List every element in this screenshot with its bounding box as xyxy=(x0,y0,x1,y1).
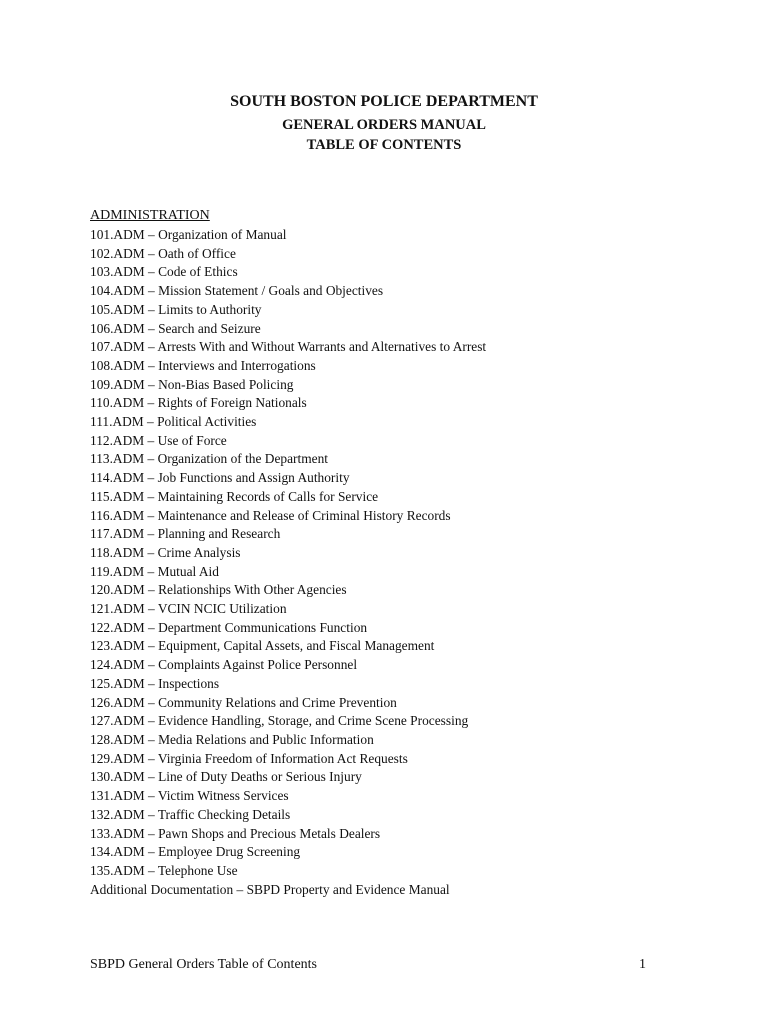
toc-entry: 114.ADM – Job Functions and Assign Authority xyxy=(90,470,350,486)
toc-entry: 130.ADM – Line of Duty Deaths or Serious Injury xyxy=(90,769,362,785)
toc-entry: Additional Documentation – SBPD Property and Evidence Manual xyxy=(90,881,450,897)
toc-entry: 107.ADM – Arrests With and Without Warrants and Alternatives to Arrest xyxy=(90,339,487,355)
toc-entry: 131.ADM – Victim Witness Services xyxy=(90,788,289,804)
toc-entry: 105.ADM – Limits to Authority xyxy=(90,301,262,317)
toc-entry: 119.ADM – Mutual Aid xyxy=(90,563,219,579)
document-title: SOUTH BOSTON POLICE DEPARTMENT xyxy=(230,93,538,110)
document-subtitle-toc: TABLE OF CONTENTS xyxy=(306,137,462,153)
page-number: 1 xyxy=(639,957,646,972)
toc-entry: 102.ADM – Oath of Office xyxy=(90,245,236,261)
footer-text: SBPD General Orders Table of Contents xyxy=(90,957,318,972)
toc-entry: 127.ADM – Evidence Handling, Storage, and Crime Scene Processing xyxy=(90,713,469,729)
toc-entry: 109.ADM – Non-Bias Based Policing xyxy=(90,376,294,392)
toc-entry: 120.ADM – Relationships With Other Agencies xyxy=(90,582,347,598)
toc-entry: 103.ADM – Code of Ethics xyxy=(90,264,238,280)
toc-entry: 125.ADM – Inspections xyxy=(90,675,220,691)
toc-entry: 121.ADM – VCIN NCIC Utilization xyxy=(90,601,287,617)
toc-entry: 132.ADM – Traffic Checking Details xyxy=(90,806,291,822)
toc-entry: 101.ADM – Organization of Manual xyxy=(90,227,287,242)
toc-entry: 104.ADM – Mission Statement / Goals and Objectives xyxy=(90,283,384,299)
toc-entry: 117.ADM – Planning and Research xyxy=(90,526,281,542)
toc-entry: 129.ADM – Virginia Freedom of Information Act Requests xyxy=(90,750,408,766)
toc-entry: 123.ADM – Equipment, Capital Assets, and Fiscal Management xyxy=(90,638,435,654)
toc-entry: 116.ADM – Maintenance and Release of Criminal History Records xyxy=(90,507,451,523)
toc-entry: 115.ADM – Maintaining Records of Calls for Service xyxy=(90,488,379,504)
toc-entry: 111.ADM – Political Activities xyxy=(90,414,257,430)
toc-entry: 110.ADM – Rights of Foreign Nationals xyxy=(90,395,307,411)
toc-entry: 133.ADM – Pawn Shops and Precious Metals Dealers xyxy=(90,825,381,841)
toc-entry: 135.ADM – Telephone Use xyxy=(90,862,238,878)
toc-entry: 134.ADM – Employee Drug Screening xyxy=(90,844,301,860)
document-subtitle: GENERAL ORDERS MANUAL xyxy=(282,117,486,133)
toc-list xyxy=(90,226,486,899)
toc-entry: 108.ADM – Interviews and Interrogations xyxy=(90,357,316,373)
toc-entry: 122.ADM – Department Communications Function xyxy=(90,619,368,635)
toc-entry: 112.ADM – Use of Force xyxy=(90,432,227,448)
section-heading-administration: ADMINISTRATION xyxy=(90,208,210,223)
toc-entry: 128.ADM – Media Relations and Public Information xyxy=(90,731,374,747)
toc-entry: 124.ADM – Complaints Against Police Personnel xyxy=(90,657,358,673)
toc-entry: 118.ADM – Crime Analysis xyxy=(90,544,241,560)
toc-entry: 113.ADM – Organization of the Department xyxy=(90,451,328,467)
toc-entry: 106.ADM – Search and Seizure xyxy=(90,320,261,336)
toc-entry: 126.ADM – Community Relations and Crime Prevention xyxy=(90,694,397,710)
